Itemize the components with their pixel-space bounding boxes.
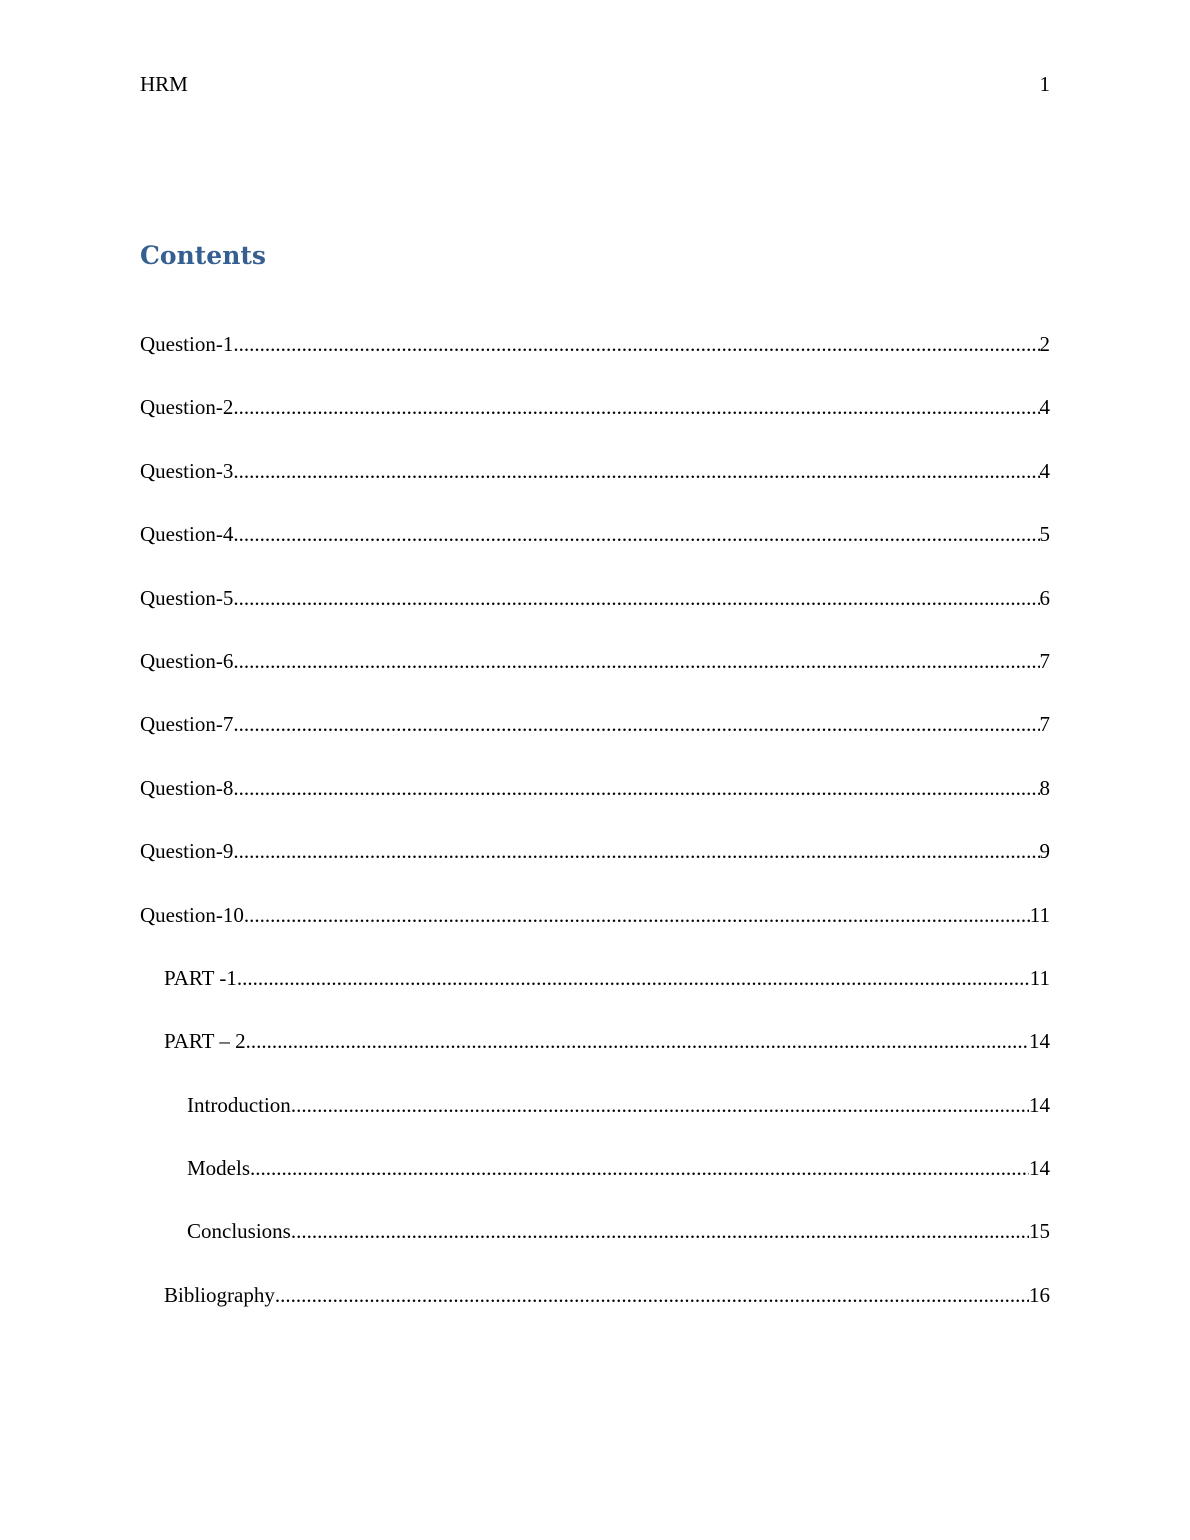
toc-dot-leader — [233, 709, 1039, 739]
toc-dot-leader — [233, 329, 1039, 359]
toc-entry-page: 7 — [1039, 712, 1050, 737]
toc-entry[interactable] — [140, 709, 1050, 772]
toc-entry-page: 5 — [1039, 522, 1050, 547]
toc-entry-label: Question-4 — [140, 522, 234, 547]
toc-entry-page: 7 — [1039, 648, 1050, 673]
toc-entry-page: 14 — [1029, 1156, 1050, 1181]
toc-entry[interactable] — [140, 836, 1050, 899]
toc-entry[interactable] — [140, 1280, 1050, 1343]
toc-entry[interactable] — [140, 329, 1050, 392]
toc-dot-leader — [233, 773, 1039, 803]
toc-entry-label: Question-9 — [140, 839, 234, 864]
toc-entry[interactable] — [140, 519, 1050, 582]
toc-dot-leader — [233, 646, 1039, 676]
toc-dot-leader — [275, 1280, 1029, 1310]
toc-entry-label: Models — [187, 1156, 250, 1181]
toc-entry-page: 9 — [1039, 839, 1050, 864]
toc-entry-label: Question-2 — [140, 395, 234, 420]
page-header — [140, 70, 1050, 98]
toc-entry-label: PART – 2 — [164, 1029, 246, 1054]
page-number: 1 — [1039, 72, 1050, 96]
toc-entry[interactable] — [140, 583, 1050, 646]
toc-dot-leader — [233, 519, 1039, 549]
toc-entry[interactable] — [140, 1090, 1050, 1153]
toc-entry-page: 14 — [1029, 1029, 1050, 1054]
toc-entry[interactable] — [140, 1153, 1050, 1216]
toc-entry-label: Question-3 — [140, 458, 234, 483]
toc-entry-page: 11 — [1029, 965, 1050, 990]
toc-entry-page: 16 — [1029, 1282, 1050, 1307]
toc-entry-page: 11 — [1029, 902, 1050, 927]
toc-entry-label: Question-8 — [140, 775, 234, 800]
toc-dot-leader — [233, 456, 1039, 486]
toc-entry[interactable] — [140, 773, 1050, 836]
toc-entry-page: 14 — [1029, 1092, 1050, 1117]
toc-entry[interactable] — [140, 646, 1050, 709]
toc-entry-label: Bibliography — [164, 1282, 275, 1307]
toc-dot-leader — [291, 1090, 1029, 1120]
toc-entry[interactable] — [140, 456, 1050, 519]
toc-entry[interactable] — [140, 1216, 1050, 1279]
toc-entry-label: Question-10 — [140, 902, 244, 927]
toc-entry-page: 4 — [1039, 395, 1050, 420]
toc-entry-label: Question-6 — [140, 648, 234, 673]
toc-entry-label: Introduction — [187, 1092, 291, 1117]
toc-entry[interactable] — [140, 392, 1050, 455]
toc-entry-label: Question-5 — [140, 585, 234, 610]
toc-dot-leader — [233, 836, 1039, 866]
toc-entry-label: Conclusions — [187, 1219, 291, 1244]
toc-entry-page: 4 — [1039, 458, 1050, 483]
toc-dot-leader — [250, 1153, 1029, 1183]
toc-dot-leader — [237, 963, 1030, 993]
toc-entry-page: 15 — [1029, 1219, 1050, 1244]
toc-entry[interactable] — [140, 963, 1050, 1026]
toc-dot-leader — [244, 900, 1030, 930]
toc-entry[interactable] — [140, 900, 1050, 963]
toc-dot-leader — [246, 1026, 1029, 1056]
toc-entry[interactable] — [140, 1026, 1050, 1089]
toc-entry-page: 2 — [1039, 332, 1050, 356]
toc-entry-label: Question-7 — [140, 712, 234, 737]
toc-entry-label: Question-1 — [140, 332, 234, 356]
toc-entry-page: 6 — [1039, 585, 1050, 610]
toc-dot-leader — [233, 392, 1039, 422]
toc-dot-leader — [233, 583, 1039, 613]
table-of-contents — [140, 329, 1050, 1343]
toc-dot-leader — [291, 1216, 1029, 1246]
toc-entry-label: PART -1 — [164, 965, 237, 990]
toc-heading: Contents — [140, 241, 267, 270]
toc-entry-page: 8 — [1039, 775, 1050, 800]
running-head-title: HRM — [140, 72, 188, 96]
